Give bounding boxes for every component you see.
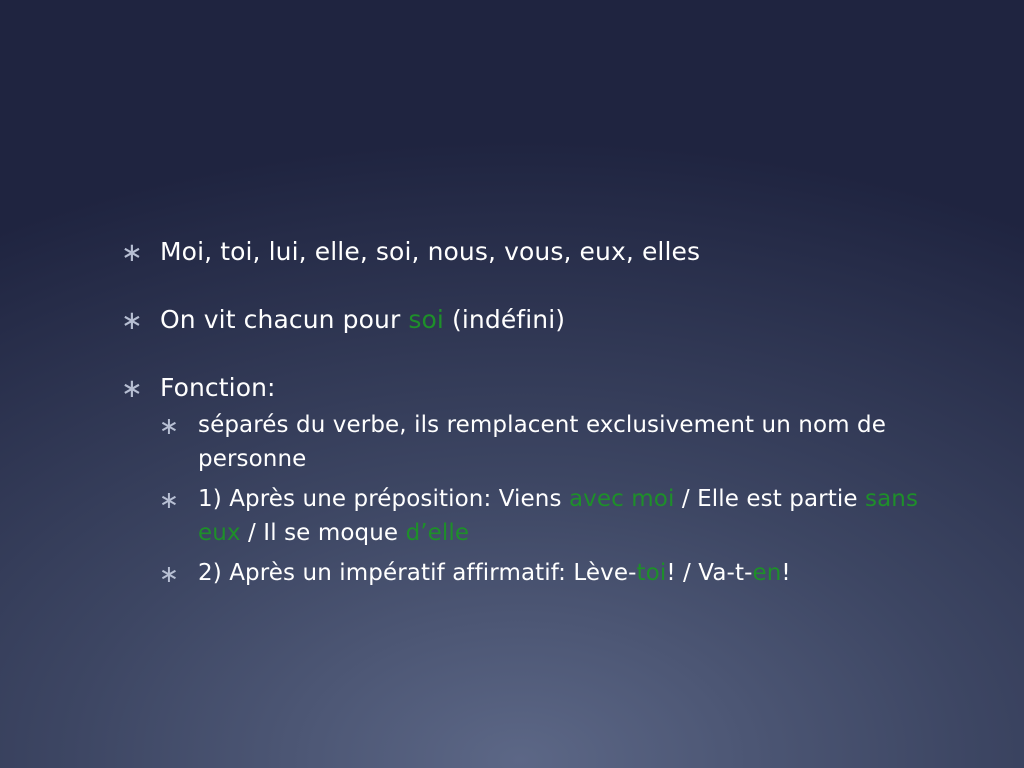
item-text: / Elle est partie	[674, 486, 865, 512]
highlight-text: d’elle	[405, 520, 470, 546]
highlight-text: sans eux	[198, 486, 919, 546]
asterisk-bullet-icon: ∗	[158, 560, 180, 588]
list-item	[120, 302, 920, 338]
asterisk-bullet-icon: ∗	[121, 238, 143, 268]
item-text: 1) Après une préposition: Viens	[198, 486, 569, 512]
highlight-text: en	[752, 560, 782, 586]
highlight-text: avec moi	[568, 486, 675, 512]
highlight-text: toi	[636, 560, 667, 586]
asterisk-bullet-icon: ∗	[158, 412, 180, 440]
list-item	[120, 234, 920, 270]
asterisk-bullet-icon: ∗	[121, 374, 143, 404]
asterisk-bullet-icon: ∗	[121, 306, 143, 336]
item-text: On vit chacun pour	[160, 305, 409, 334]
highlight-text: soi	[408, 305, 444, 334]
list-item	[120, 370, 920, 406]
sub-list-item	[120, 482, 920, 550]
item-text: Fonction:	[160, 373, 276, 402]
item-text: 2) Après un impératif affirmatif: Lève-	[198, 560, 637, 586]
sub-list-item	[120, 556, 920, 590]
item-text: séparés du verbe, ils remplacent exclusivement un nom de personne	[198, 412, 887, 472]
item-text: ! / Va-t-	[666, 560, 753, 586]
bullet-list	[120, 234, 920, 590]
asterisk-bullet-icon: ∗	[158, 486, 180, 514]
item-text: Moi, toi, lui, elle, soi, nous, vous, eux, elles	[160, 237, 701, 266]
sub-list-item	[120, 408, 920, 476]
item-text: (indéfini)	[443, 305, 566, 334]
item-text: / Il se moque	[240, 520, 406, 546]
item-text: !	[781, 560, 791, 586]
